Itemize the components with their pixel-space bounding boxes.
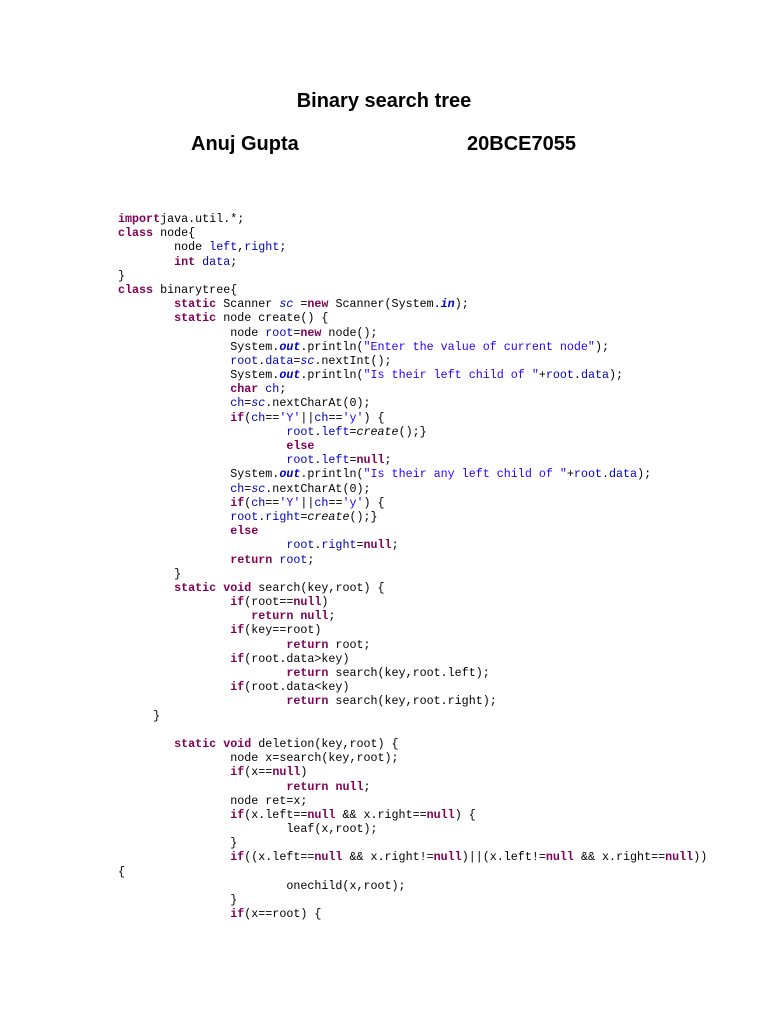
code-line <box>118 482 758 496</box>
code-token: null <box>356 453 385 468</box>
code-line <box>118 822 758 836</box>
code-line <box>118 581 758 595</box>
code-token: . <box>314 453 322 468</box>
code-token: left <box>209 240 238 255</box>
code-token: node create() { <box>216 311 329 326</box>
code-token: ; <box>230 254 238 269</box>
code-token <box>118 411 230 425</box>
code-token: Scanner(System. <box>328 297 441 312</box>
code-token: "Is their left child of " <box>363 368 539 383</box>
code-token: root <box>286 453 315 468</box>
code-line <box>118 595 758 609</box>
code-token: left <box>321 453 350 468</box>
code-line <box>118 354 758 368</box>
code-token: { <box>118 864 126 879</box>
code-token: ; <box>307 552 315 567</box>
code-token: class <box>118 226 154 241</box>
code-token: root; <box>328 637 371 652</box>
code-token: ();} <box>398 424 427 439</box>
code-token: = <box>293 353 301 368</box>
code-token <box>118 482 230 496</box>
code-token: out <box>279 368 301 383</box>
code-token: sc <box>251 396 266 411</box>
code-token: ch <box>230 396 245 411</box>
code-line <box>118 893 758 907</box>
code-line <box>118 524 758 538</box>
code-token: root <box>265 325 294 340</box>
code-token: out <box>279 339 301 354</box>
code-line <box>118 510 758 524</box>
code-line <box>118 794 758 808</box>
code-token <box>118 680 230 694</box>
code-line <box>118 723 758 737</box>
code-token <box>118 666 286 680</box>
code-token <box>118 354 230 368</box>
code-token: if <box>230 410 245 425</box>
code-token: ch <box>314 495 329 510</box>
code-token: if <box>230 495 245 510</box>
code-token: ; <box>363 779 371 794</box>
code-line <box>118 808 758 822</box>
code-line <box>118 765 758 779</box>
code-token: = <box>349 453 357 468</box>
code-token: (root.data<key) <box>244 680 350 695</box>
code-token: sc <box>300 353 315 368</box>
code-token: node x=search(key,root); <box>118 751 399 766</box>
code-token: if <box>230 907 245 922</box>
code-token: ( <box>244 410 252 425</box>
code-token: if <box>230 850 245 865</box>
code-token: ; <box>279 382 287 397</box>
code-token <box>118 425 286 439</box>
code-token: node <box>118 325 266 340</box>
code-token: = <box>293 325 301 340</box>
code-line <box>118 694 758 708</box>
code-token: create <box>307 509 350 524</box>
code-token: null <box>433 850 462 865</box>
code-token: else <box>286 439 315 453</box>
code-token: ; <box>384 453 392 468</box>
code-token: )||(x.left!= <box>461 850 546 865</box>
code-token: + <box>538 368 546 383</box>
code-line <box>118 255 758 269</box>
code-token: ) { <box>363 410 385 425</box>
code-token: data <box>580 368 609 383</box>
code-token: ; <box>279 240 287 255</box>
code-token: . <box>573 368 581 383</box>
code-token: static <box>174 311 217 326</box>
code-line <box>118 467 758 481</box>
code-token <box>118 595 230 609</box>
code-token: ); <box>637 467 652 482</box>
code-token: .println( <box>300 339 364 354</box>
code-line <box>118 850 758 864</box>
code-token: = <box>293 297 308 312</box>
code-token: .nextCharAt(0); <box>265 396 371 411</box>
code-token: . <box>258 509 266 524</box>
code-token: ); <box>594 339 609 354</box>
code-token: class <box>118 282 154 297</box>
code-token: (x== <box>244 765 273 780</box>
code-line <box>118 780 758 794</box>
code-line <box>118 382 758 396</box>
code-token: ; <box>328 609 336 624</box>
code-token: System. <box>118 339 280 354</box>
code-token: null <box>426 807 455 822</box>
code-token: null <box>293 595 322 610</box>
code-token: = <box>356 538 364 553</box>
code-token: void <box>223 736 252 751</box>
code-line <box>118 879 758 893</box>
code-line <box>118 836 758 850</box>
code-token: 'y' <box>342 495 364 510</box>
code-line <box>118 311 758 325</box>
code-token <box>118 623 230 637</box>
code-line <box>118 425 758 439</box>
code-line <box>118 737 758 751</box>
code-token: root <box>286 424 315 439</box>
code-token: } <box>118 268 126 283</box>
code-token: if <box>230 765 245 780</box>
code-token: null <box>307 807 336 822</box>
code-token <box>118 524 230 538</box>
code-token: root <box>230 509 259 524</box>
code-line <box>118 496 758 510</box>
code-token: ) <box>300 765 308 780</box>
code-token: && x.right== <box>573 850 666 865</box>
code-token: return <box>251 609 294 624</box>
code-token <box>118 581 174 595</box>
code-token: } <box>118 566 182 581</box>
code-line <box>118 240 758 254</box>
code-token <box>118 694 286 708</box>
code-token: deletion(key,root) { <box>251 736 399 751</box>
code-line <box>118 567 758 581</box>
code-token: root <box>279 552 308 567</box>
code-token: onechild(x,root); <box>118 878 406 893</box>
code-token: ((x.left== <box>244 850 315 865</box>
code-token: . <box>601 467 609 482</box>
code-token: null <box>363 538 392 553</box>
code-token <box>118 496 230 510</box>
code-token: 'Y' <box>279 410 301 425</box>
code-token <box>118 453 286 467</box>
code-token: out <box>279 467 301 482</box>
code-token: ch <box>230 481 245 496</box>
code-token <box>118 538 286 552</box>
code-line <box>118 368 758 382</box>
code-token <box>118 396 230 410</box>
code-token: )) <box>693 850 708 865</box>
code-token <box>118 439 286 453</box>
code-token: leaf(x,root); <box>118 822 378 837</box>
code-line <box>118 326 758 340</box>
code-token: ); <box>609 368 624 383</box>
code-token: if <box>230 623 245 638</box>
code-line <box>118 538 758 552</box>
code-token: (x==root) { <box>244 907 322 922</box>
code-token: sc <box>279 297 294 312</box>
code-token <box>118 510 230 524</box>
code-line <box>118 666 758 680</box>
code-token: System. <box>118 467 280 482</box>
code-line <box>118 297 758 311</box>
code-line <box>118 623 758 637</box>
code-line <box>118 680 758 694</box>
code-token: == <box>265 410 280 425</box>
code-token <box>118 609 251 623</box>
code-token: static <box>174 297 217 312</box>
code-token: root <box>573 467 602 482</box>
code-token: right <box>244 240 280 255</box>
code-token: ch <box>251 410 266 425</box>
code-token <box>118 255 174 269</box>
code-token: = <box>349 424 357 439</box>
code-token: return <box>286 694 329 709</box>
code-token: char <box>230 382 259 397</box>
code-token: node{ <box>153 226 196 241</box>
document-title: Binary search tree <box>296 90 472 112</box>
code-token: static <box>174 736 217 751</box>
code-token: ) { <box>363 495 385 510</box>
code-token: create <box>356 424 399 439</box>
code-token <box>118 780 286 794</box>
code-token: data <box>265 353 294 368</box>
code-line <box>118 283 758 297</box>
code-token: ) <box>321 595 329 610</box>
code-token <box>118 765 230 779</box>
code-token: else <box>230 524 259 539</box>
code-line <box>118 865 758 879</box>
code-token <box>118 297 174 311</box>
code-line <box>118 453 758 467</box>
code-token: return <box>286 779 329 794</box>
code-token: if <box>230 651 245 666</box>
code-line <box>118 553 758 567</box>
code-token: + <box>566 467 574 482</box>
code-token: left <box>321 424 350 439</box>
code-token: ; <box>391 538 399 553</box>
code-token: Scanner <box>216 297 280 312</box>
code-token: ) { <box>454 807 476 822</box>
code-line <box>118 907 758 921</box>
code-token: sc <box>251 481 266 496</box>
code-token: && x.right== <box>335 807 427 822</box>
code-token: if <box>230 680 245 695</box>
code-token: ch <box>314 410 329 425</box>
code-token: java.util.*; <box>160 212 245 226</box>
code-token <box>118 850 230 864</box>
code-token: right <box>265 509 301 524</box>
code-token: ( <box>244 495 252 510</box>
code-token: search(key,root.right); <box>328 694 497 709</box>
code-token: search(key,root.left); <box>328 666 490 680</box>
code-token: null <box>335 779 364 794</box>
code-token: right <box>321 538 357 553</box>
code-token: && x.right!= <box>342 850 434 865</box>
code-token: ); <box>454 297 469 312</box>
code-line <box>118 340 758 354</box>
code-token: ();} <box>349 509 378 524</box>
code-token: ch <box>265 382 280 397</box>
code-token: data <box>609 467 638 482</box>
code-token: .nextCharAt(0); <box>265 481 371 496</box>
code-token: null <box>300 609 329 624</box>
code-token: return <box>230 552 273 567</box>
code-token: .println( <box>300 467 364 482</box>
code-token: || <box>300 495 315 510</box>
code-line <box>118 396 758 410</box>
code-token: new <box>307 297 329 312</box>
code-token: if <box>230 595 245 610</box>
code-line <box>118 709 758 723</box>
code-token: } <box>118 893 238 907</box>
code-line <box>118 439 758 453</box>
code-token: root <box>545 368 574 383</box>
code-token: || <box>300 410 315 425</box>
code-token: root <box>286 538 315 553</box>
code-token: "Enter the value of current node" <box>363 339 595 354</box>
code-token: root <box>230 353 259 368</box>
code-token <box>118 652 230 666</box>
code-token: node ret=x; <box>118 793 308 808</box>
code-token: .println( <box>300 368 364 383</box>
code-token <box>118 311 174 325</box>
code-token: in <box>440 297 455 312</box>
code-token: } <box>118 708 161 723</box>
code-token: 'y' <box>342 410 364 425</box>
code-token: = <box>244 481 252 496</box>
code-token: new <box>300 325 322 340</box>
code-token: , <box>237 240 245 255</box>
code-token: == <box>328 410 343 425</box>
code-token: data <box>202 254 231 269</box>
code-line <box>118 751 758 765</box>
code-token: return <box>286 637 329 652</box>
code-token: null <box>545 850 574 865</box>
code-block <box>118 212 758 921</box>
code-token: = <box>244 396 252 411</box>
code-token: null <box>314 850 343 865</box>
code-token: static <box>174 580 217 595</box>
code-token: null <box>272 765 301 780</box>
code-token <box>118 907 230 921</box>
code-token: if <box>230 807 245 822</box>
code-line <box>118 212 758 226</box>
code-token: return <box>286 666 329 680</box>
code-token <box>118 737 174 751</box>
code-token: (root.data>key) <box>244 651 350 666</box>
author-name: Anuj Gupta <box>191 133 299 155</box>
code-token: == <box>328 495 343 510</box>
code-token: null <box>665 850 694 865</box>
code-token: node(); <box>321 325 378 340</box>
code-token: = <box>300 509 308 524</box>
code-token: int <box>174 254 196 269</box>
code-token: (x.left== <box>244 807 308 822</box>
code-token: node <box>118 240 210 255</box>
code-token: (root== <box>244 595 294 610</box>
code-token: "Is their any left child of " <box>363 467 567 482</box>
code-token: System. <box>118 368 280 383</box>
code-token: } <box>118 836 238 851</box>
code-token: . <box>314 538 322 553</box>
code-line <box>118 269 758 283</box>
code-token <box>118 553 230 567</box>
code-token: void <box>223 580 252 595</box>
code-token: . <box>258 353 266 368</box>
code-token: (key==root) <box>244 623 322 638</box>
code-token: binarytree{ <box>153 282 238 297</box>
code-token: == <box>265 495 280 510</box>
code-line <box>118 638 758 652</box>
code-token: import <box>118 212 161 226</box>
code-line <box>118 411 758 425</box>
code-token: ch <box>251 495 266 510</box>
code-token <box>118 808 230 822</box>
roll-number: 20BCE7055 <box>467 133 576 155</box>
code-line <box>118 226 758 240</box>
code-token <box>118 382 230 396</box>
code-token: search(key,root) { <box>251 580 385 595</box>
code-line <box>118 609 758 623</box>
code-token: .nextInt(); <box>314 353 392 368</box>
code-token: 'Y' <box>279 495 301 510</box>
code-token <box>118 638 286 652</box>
code-line <box>118 652 758 666</box>
code-token: . <box>314 424 322 439</box>
